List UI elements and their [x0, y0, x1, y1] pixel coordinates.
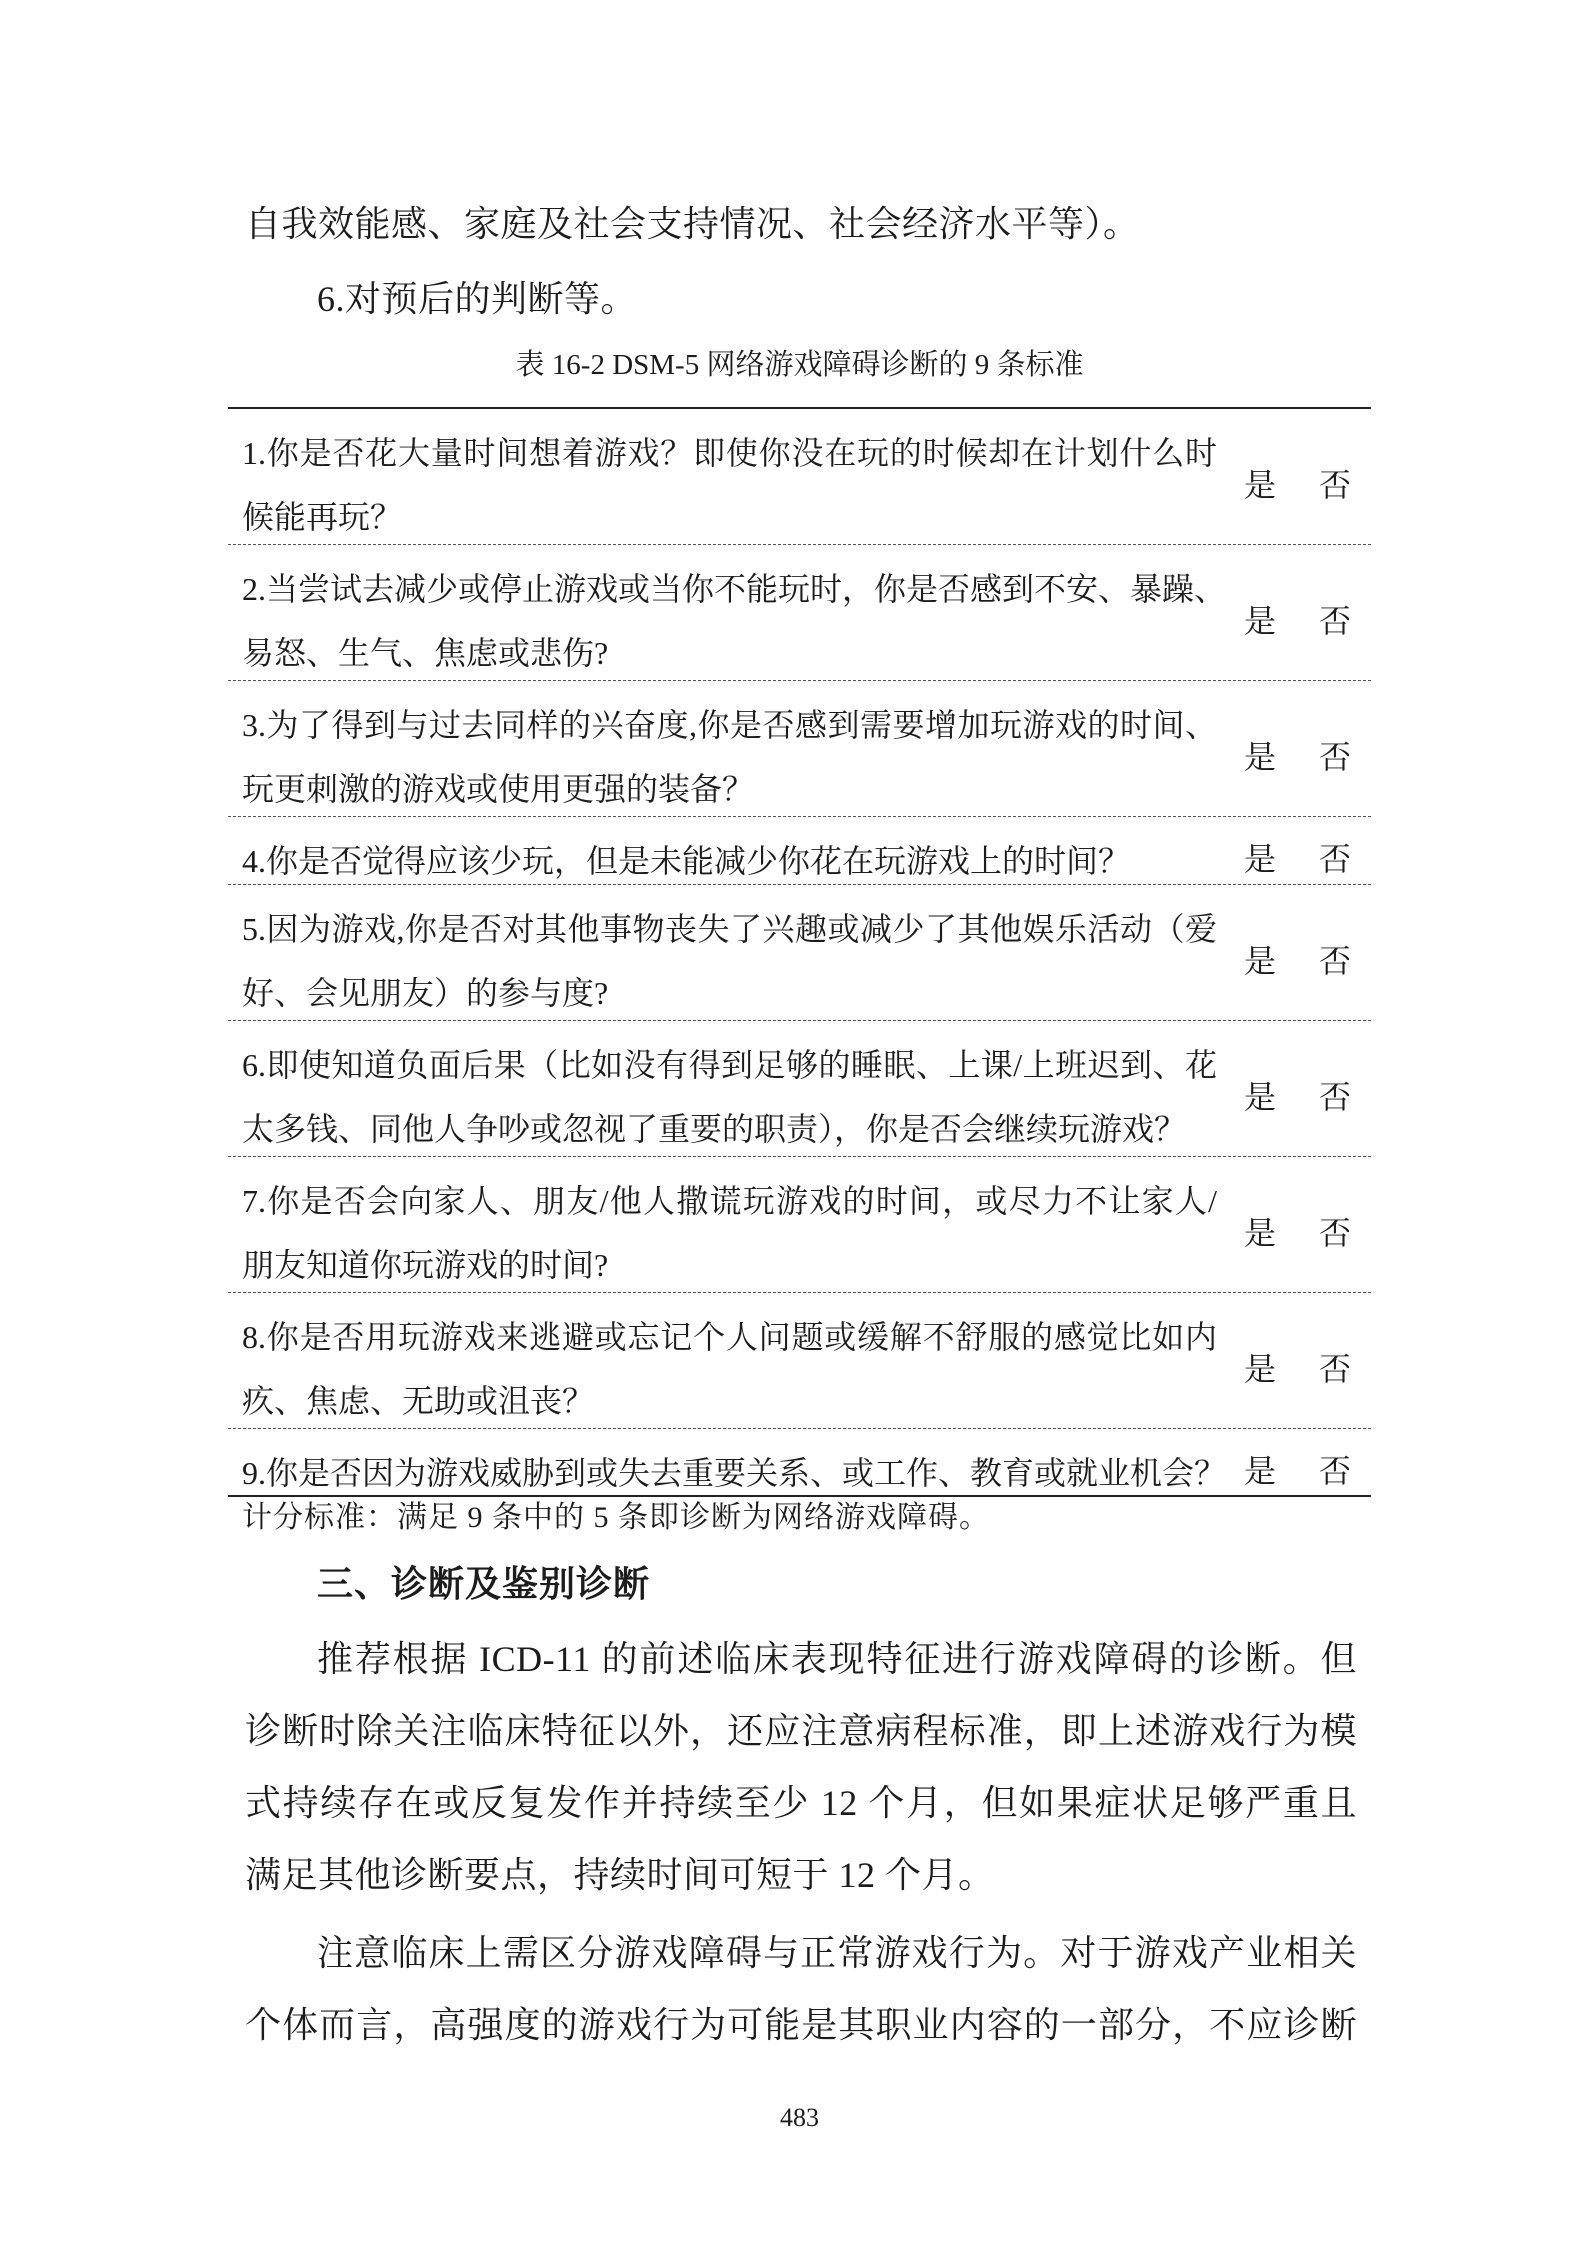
- criterion-line: 玩更刺激的游戏或使用更强的装备？: [242, 771, 755, 807]
- criterion-line: 6.即使知道负面后果（比如没有得到足够的睡眠、上课/上班迟到、花: [242, 1047, 1217, 1083]
- table-caption: 表 16-2 DSM-5 网络游戏障碍诊断的 9 条标准: [515, 349, 1084, 381]
- paragraph-line: 注意临床上需区分游戏障碍与正常游戏行为。对于游戏产业相关: [317, 1933, 1357, 1973]
- criterion-line: 候能再玩？: [242, 499, 403, 535]
- criterion-line: 8.你是否用玩游戏来逃避或忘记个人问题或缓解不舒服的感觉比如内: [242, 1319, 1217, 1355]
- table-row: [228, 409, 1371, 545]
- table-row: [228, 817, 1371, 885]
- no-option: 否: [1319, 1079, 1352, 1115]
- table-row: [228, 681, 1371, 817]
- yes-option: 是: [1244, 1351, 1277, 1387]
- paragraph-line: 个体而言，高强度的游戏行为可能是其职业内容的一部分，不应诊断: [245, 2005, 1357, 2045]
- table-row: [228, 545, 1371, 681]
- criterion-line: 3.为了得到与过去同样的兴奋度,你是否感到需要增加玩游戏的时间、: [242, 707, 1217, 743]
- criterion-text: [242, 1441, 1227, 1505]
- table-scoring-note: 计分标准：满足 9 条中的 5 条即诊断为网络游戏障碍。: [242, 1501, 990, 1534]
- yes-option: 是: [1244, 1079, 1277, 1115]
- table-row: [228, 1021, 1371, 1157]
- criterion-text: [242, 557, 1227, 685]
- criterion-text: [242, 829, 1217, 893]
- table-row: [228, 1293, 1371, 1429]
- yes-option: 是: [1244, 1215, 1277, 1251]
- criterion-text: [242, 1033, 1217, 1161]
- criterion-line: 疚、焦虑、无助或沮丧？: [242, 1383, 595, 1419]
- criterion-line: 7.你是否会向家人、朋友/他人撒谎玩游戏的时间，或尽力不让家人/: [242, 1183, 1217, 1219]
- no-option: 否: [1319, 1453, 1352, 1489]
- criterion-line: 易怒、生气、焦虑或悲伤?: [242, 635, 609, 671]
- yes-option: 是: [1244, 841, 1277, 877]
- criterion-text: [242, 1305, 1217, 1433]
- no-option: 否: [1319, 841, 1352, 877]
- list-item-6: 6.对预后的判断等。: [317, 279, 638, 319]
- criterion-line: 2.当尝试去减少或停止游戏或当你不能玩时，你是否感到不安、暴躁、: [242, 571, 1227, 607]
- criterion-line: 4.你是否觉得应该少玩，但是未能减少你花在玩游戏上的时间？: [242, 843, 1131, 879]
- table-row: [228, 1157, 1371, 1293]
- yes-option: 是: [1244, 1453, 1277, 1489]
- dsm5-criteria-table: [228, 407, 1371, 1497]
- criterion-line: 太多钱、同他人争吵或忽视了重要的职责），你是否会继续玩游戏？: [242, 1111, 1187, 1147]
- section-heading: 三、诊断及鉴别诊断: [317, 1563, 651, 1604]
- yes-option: 是: [1244, 603, 1277, 639]
- no-option: 否: [1319, 1215, 1352, 1251]
- paragraph-line: 式持续存在或反复发作并持续至少 12 个月，但如果症状足够严重且: [245, 1783, 1357, 1823]
- criterion-line: 9.你是否因为游戏威胁到或失去重要关系、或工作、教育或就业机会？: [242, 1455, 1227, 1491]
- criterion-text: [242, 897, 1217, 1025]
- paragraph-line: 诊断时除关注临床特征以外，还应注意病程标准，即上述游戏行为模: [245, 1711, 1357, 1751]
- yes-option: 是: [1244, 467, 1277, 503]
- no-option: 否: [1319, 943, 1352, 979]
- table-row: [228, 1429, 1371, 1497]
- yes-option: 是: [1244, 943, 1277, 979]
- no-option: 否: [1319, 739, 1352, 775]
- criterion-text: [242, 693, 1217, 821]
- criterion-line: 朋友知道你玩游戏的时间?: [242, 1247, 609, 1283]
- no-option: 否: [1319, 467, 1352, 503]
- criterion-line: 5.因为游戏,你是否对其他事物丧失了兴趣或减少了其他娱乐活动（爱: [242, 911, 1217, 947]
- no-option: 否: [1319, 603, 1352, 639]
- paragraph-continuation-line: 自我效能感、家庭及社会支持情况、社会经济水平等）。: [245, 204, 1140, 244]
- criterion-line: 1.你是否花大量时间想着游戏？即使你没在玩的时候却在计划什么时: [242, 435, 1217, 471]
- criterion-text: [242, 421, 1217, 549]
- criterion-text: [242, 1169, 1217, 1297]
- paragraph-line: 满足其他诊断要点，持续时间可短于 12 个月。: [245, 1855, 995, 1895]
- page-number: 483: [780, 2103, 819, 2132]
- table-row: [228, 885, 1371, 1021]
- no-option: 否: [1319, 1351, 1352, 1387]
- yes-option: 是: [1244, 739, 1277, 775]
- paragraph-line: 推荐根据 ICD-11 的前述临床表现特征进行游戏障碍的诊断。但: [317, 1639, 1357, 1679]
- criterion-line: 好、会见朋友）的参与度?: [242, 975, 609, 1011]
